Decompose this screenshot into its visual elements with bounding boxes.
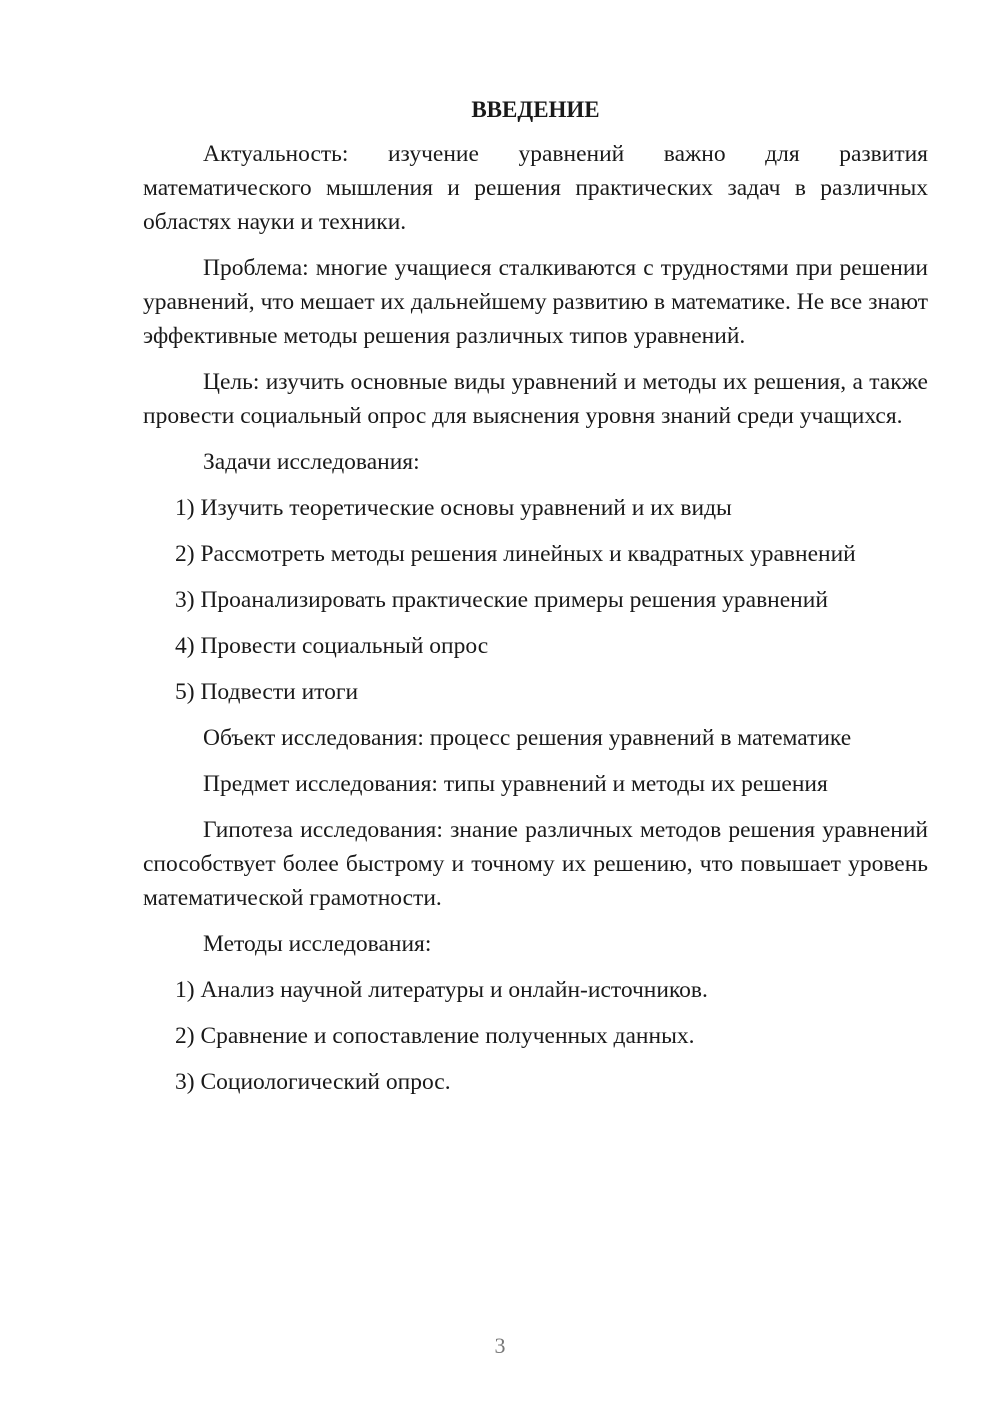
relevance-paragraph: Актуальность: изучение уравнений важно для развития математического мышления и решения практических задач в различных областях науки и техники.	[143, 141, 928, 235]
task-item: 5) Подвести итоги	[175, 679, 359, 705]
task-item: 3) Проанализировать практические примеры решения уравнений	[175, 587, 828, 613]
method-item: 3) Социологический опрос.	[175, 1069, 451, 1095]
problem-paragraph: Проблема: многие учащиеся сталкиваются с трудностями при решении уравнений, что мешает их дальнейшему развитию в математике. Не все знают эффективные методы решения различных типов уравнений.	[143, 255, 928, 349]
section-title: ВВЕДЕНИЕ	[471, 97, 600, 122]
document-body	[143, 95, 928, 1111]
method-item: 2) Сравнение и сопоставление полученных данных.	[175, 1023, 695, 1049]
hypothesis-paragraph: Гипотеза исследования: знание различных методов решения уравнений способствует более быстрому и точному их решению, что повышает уровень математической грамотности.	[143, 817, 928, 911]
page-number: 3	[494, 1333, 506, 1358]
subject-paragraph: Предмет исследования: типы уравнений и методы их решения	[203, 771, 828, 797]
methods-heading: Методы исследования:	[203, 931, 432, 957]
goal-paragraph: Цель: изучить основные виды уравнений и методы их решения, а также провести социальный опрос для выяснения уровня знаний среди учащихся.	[143, 369, 928, 429]
task-item: 1) Изучить теоретические основы уравнений и их виды	[175, 495, 732, 521]
method-item: 1) Анализ научной литературы и онлайн-источников.	[175, 977, 708, 1003]
task-item: 4) Провести социальный опрос	[175, 633, 489, 659]
object-paragraph: Объект исследования: процесс решения уравнений в математике	[203, 725, 852, 751]
tasks-heading: Задачи исследования:	[203, 449, 420, 475]
task-item: 2) Рассмотреть методы решения линейных и квадратных уравнений	[175, 541, 856, 567]
